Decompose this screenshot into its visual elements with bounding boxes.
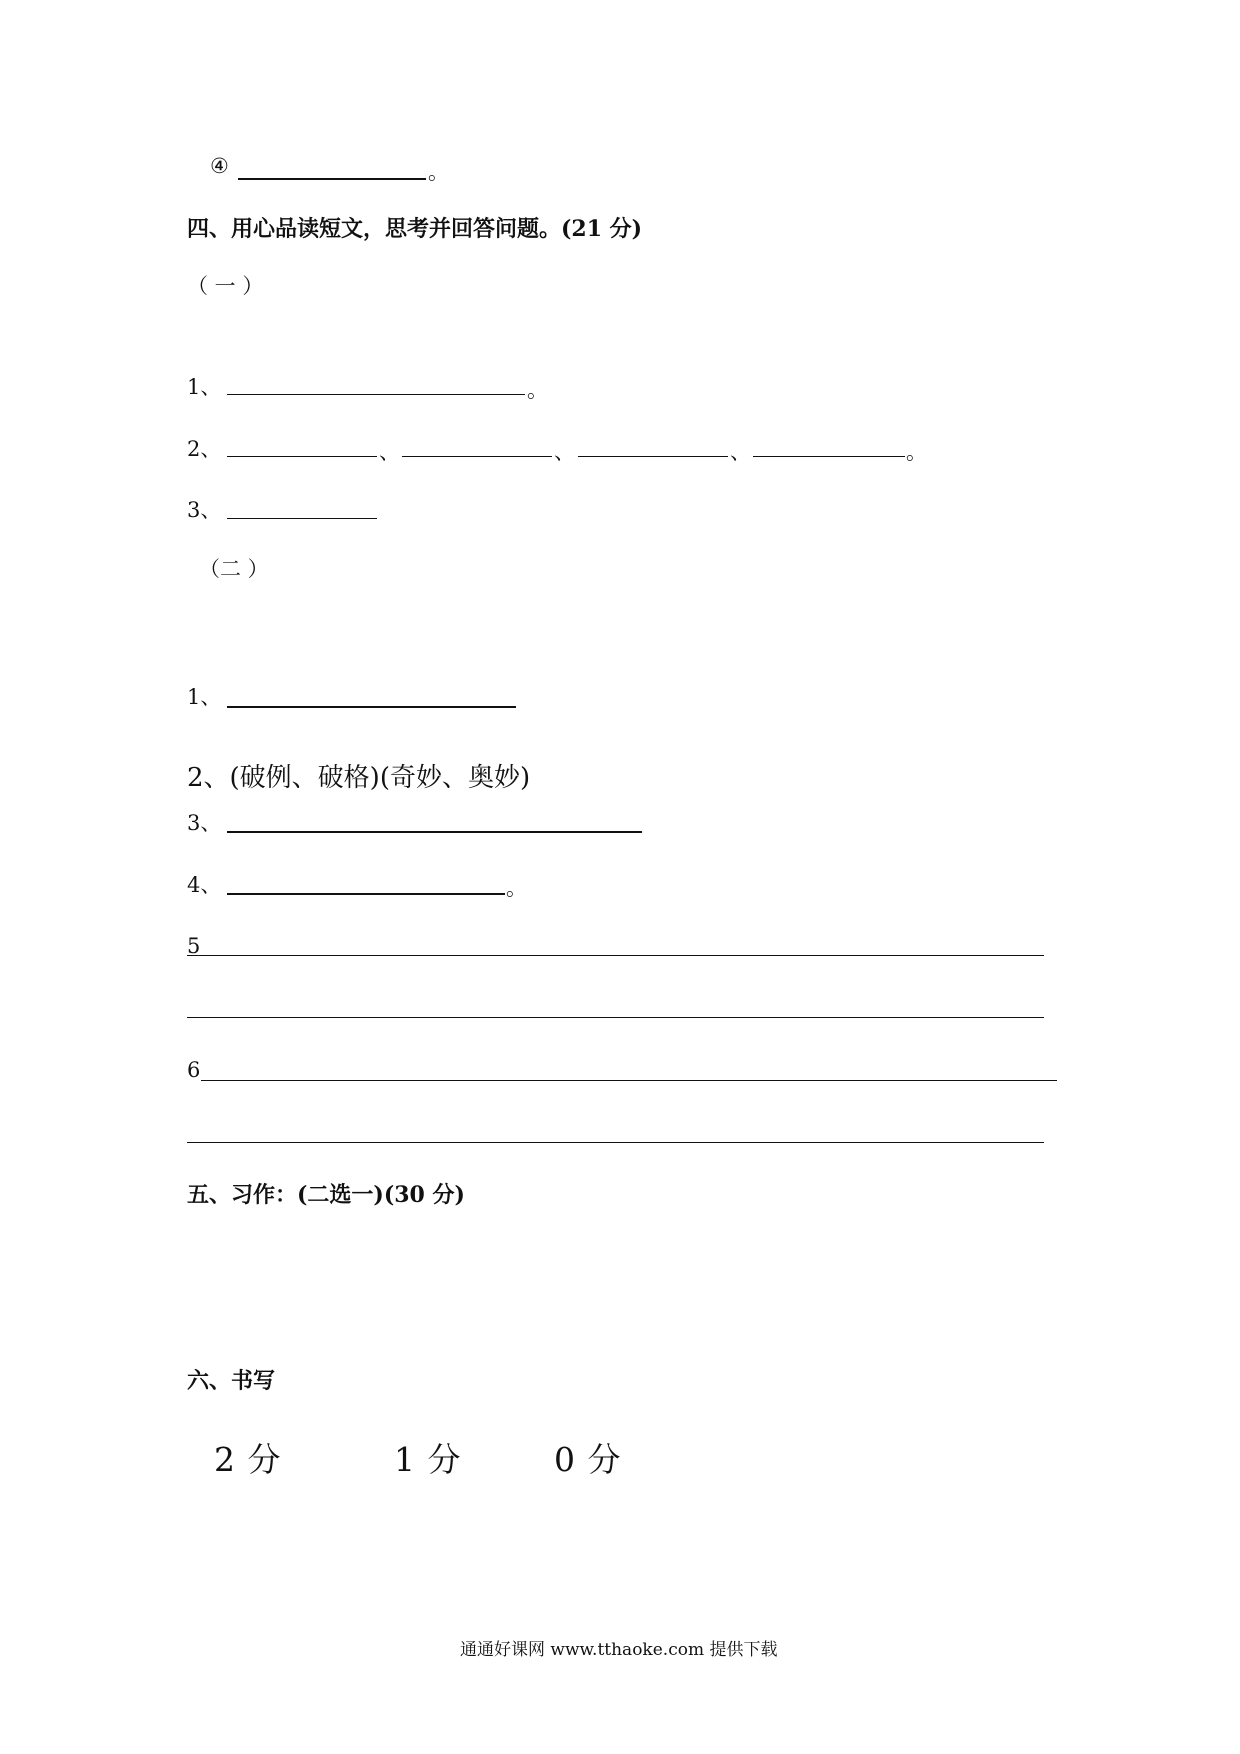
p1-q2-blank-2[interactable] bbox=[402, 456, 552, 457]
part-1-label: （ 一 ） bbox=[187, 274, 264, 298]
p1-q2-sep-1: 、 bbox=[379, 440, 400, 464]
p1-q2-sep-2: 、 bbox=[554, 440, 575, 464]
p1-q2-sep-3: 、 bbox=[730, 440, 751, 464]
section-5-heading: 五、习作：(二选一)(30 分) bbox=[187, 1182, 465, 1208]
p2-q4-suffix: 。 bbox=[506, 876, 527, 900]
p2-q6-line-1[interactable] bbox=[201, 1080, 1057, 1081]
p1-q2-blank-3[interactable] bbox=[578, 456, 728, 457]
p1-q2-blank-4[interactable] bbox=[753, 456, 905, 457]
part-2-label: （二 ） bbox=[199, 557, 269, 581]
p2-q6-number: 6 bbox=[187, 1058, 201, 1082]
section-6-heading: 六、书写 bbox=[187, 1368, 276, 1394]
p1-q3-number: 3、 bbox=[187, 498, 222, 522]
p1-q1-suffix: 。 bbox=[527, 378, 548, 402]
p2-q2-text: 2、(破例、破格)(奇妙、奥妙) bbox=[187, 763, 531, 793]
item-4-blank[interactable] bbox=[238, 178, 426, 180]
p2-q4-blank[interactable] bbox=[227, 893, 505, 895]
p2-q5-number: 5 bbox=[187, 934, 201, 958]
score-1: 1 分 bbox=[394, 1440, 462, 1479]
p2-q3-blank[interactable] bbox=[227, 831, 642, 833]
p1-q3-blank[interactable] bbox=[227, 518, 377, 519]
section-4-heading: 四、用心品读短文，思考并回答问题。(21 分) bbox=[187, 216, 643, 242]
p2-q5-line-1[interactable] bbox=[187, 955, 1044, 956]
p2-q5-line-2[interactable] bbox=[187, 1017, 1044, 1018]
p1-q1-number: 1、 bbox=[187, 375, 222, 399]
p1-q2-suffix: 。 bbox=[906, 440, 927, 464]
p2-q3-number: 3、 bbox=[187, 811, 222, 835]
footer-text: 通通好课网 www.tthaoke.com 提供下载 bbox=[460, 1640, 778, 1660]
p1-q1-blank[interactable] bbox=[227, 394, 525, 395]
p2-q6-line-2[interactable] bbox=[187, 1142, 1044, 1143]
p2-q1-number: 1、 bbox=[187, 685, 222, 709]
p1-q2-number: 2、 bbox=[187, 437, 222, 461]
score-0: 0 分 bbox=[554, 1440, 622, 1479]
p2-q4-number: 4、 bbox=[187, 873, 222, 897]
p2-q1-blank[interactable] bbox=[227, 706, 516, 708]
item-4-marker: ④ bbox=[210, 154, 229, 178]
item-4-suffix: 。 bbox=[428, 160, 449, 184]
p1-q2-blank-1[interactable] bbox=[227, 456, 377, 457]
score-2: 2 分 bbox=[214, 1440, 282, 1479]
